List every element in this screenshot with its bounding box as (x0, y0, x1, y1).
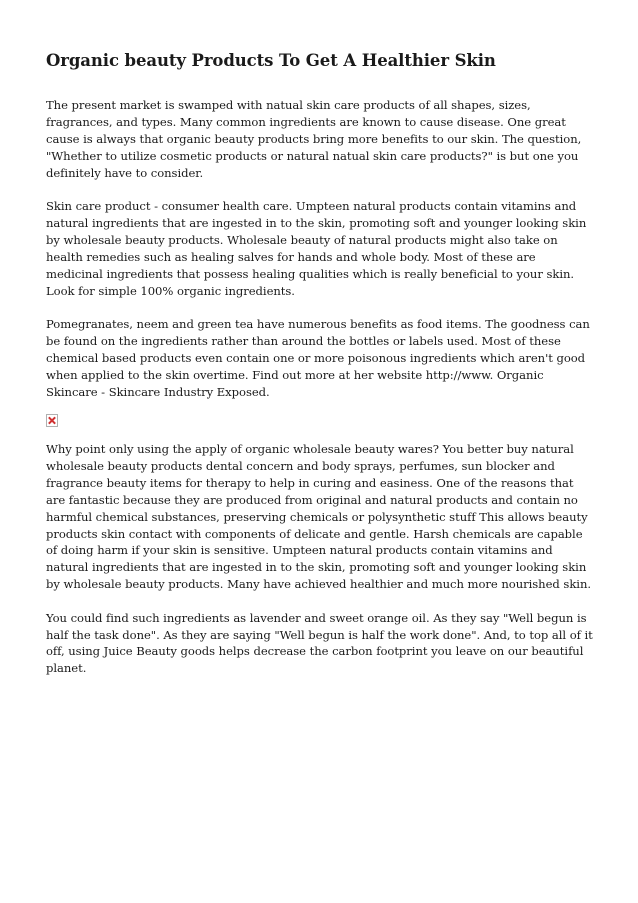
paragraph-3: Pomegranates, neem and green tea have numerous benefits as food items. The goodness can be found on the ingredients rather than around the bottles or labels used. Most of these chemical based products even contain one or more poisonous ingredients which aren't good when applied to the skin overtime. Find out more at her website http://www. Organic Skincare - Skincare Industry Exposed. (46, 316, 590, 399)
paragraph-5: You could find such ingredients as lavender and sweet orange oil. As they say "Well begun is half the task done". As they are saying "Well begun is half the work done". And, to top all of it off, using Juice Beauty goods helps decrease the carbon footprint you leave on our beautiful planet. (46, 610, 593, 676)
paragraph-4: Why point only using the apply of organic wholesale beauty wares? You better buy natural wholesale beauty products dental concern and body sprays, perfumes, sun blocker and fragrance beauty items for therapy to help in curing and easiness. One of the reasons that are fantastic because they are produced from original and natural products and contain no harmful chemical substances, preserving chemicals or polysynthetic stuff This allows beauty products skin contact with components of delicate and gentle. Harsh chemicals are capable of doing harm if your skin is sensitive. Umpteen natural products contain vitamins and natural ingredients that are ingested in to the skin, promoting soft and younger looking skin by wholesale beauty products. Many have achieved healthier and much more nourished skin. (46, 442, 592, 592)
document-title: Organic beauty Products To Get A Healthier Skin (46, 51, 496, 70)
document-page (46, 50, 594, 694)
broken-image-icon (46, 414, 58, 427)
paragraph-1: The present market is swamped with natual skin care products of all shapes, sizes, fragrances, and types. Many common ingredients are known to cause disease. One great cause is always that organic beauty products bring more benefits to our skin. The question, "Whether to utilize cosmetic products or natural natual skin care products?" is but one you definitely have to consider. (46, 98, 582, 180)
paragraph-2: Skin care product - consumer health care. Umpteen natural products contain vitamins and natural ingredients that are ingested in to the skin, promoting soft and younger looking skin by wholesale beauty products. Wholesale beauty of natural products might also take on health remedies such as healing salves for hands and whole body. Most of these are medicinal ingredients that possess healing qualities which is really beneficial to your skin. Look for simple 100% organic ingredients. (46, 199, 587, 298)
